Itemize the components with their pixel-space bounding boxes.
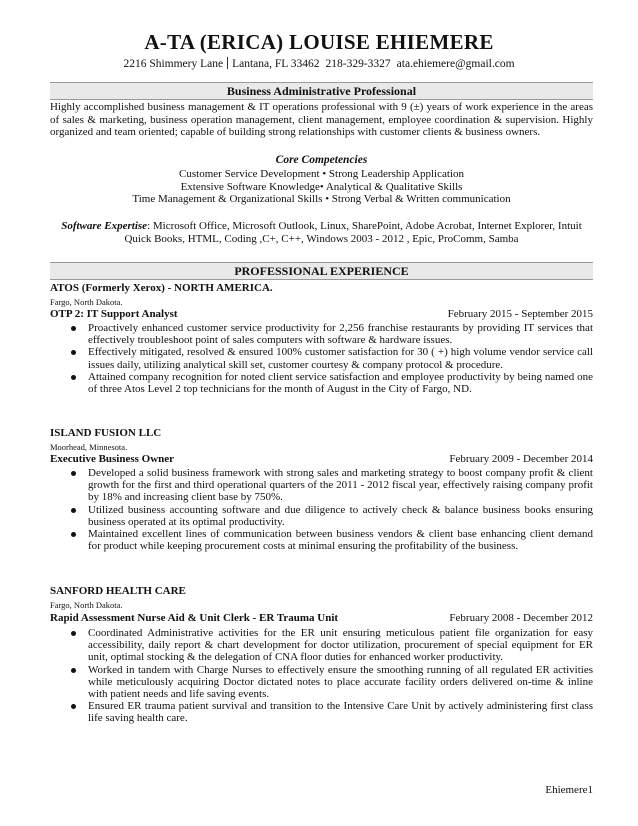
contact-line [0,57,638,70]
list-item: Developed a solid business framework with strong sales and marketing strategy to boost company profit & client growth for the first and third operational quarters of the 2011 - 2012 fiscal year, effectively raising company profit by 18% and increasing client base by 750%. [50,467,593,504]
list-item: Proactively enhanced customer service productivity for 2,256 franchise restaurants by providing IT services that effectively troubleshoot point of sales computers with software & hardware issues. [50,322,593,346]
job-dates: February 2008 - December 2012 [449,612,593,624]
section-heading-profile: Business Administrative Professional [50,82,593,100]
job-company: ISLAND FUSION LLC [50,427,162,439]
bullet-icon [71,704,76,709]
software-expertise-label: Software Expertise [61,220,148,232]
software-expertise-text: : Microsoft Office, Microsoft Outlook, Linux, SharePoint, Adobe Acrobat, Internet Explorer, Intuit Quick Books, HTML, Coding ,C+, C++, Windows 2003 - 2012 , Epic, ProComm, Samba [124,220,582,245]
job-bullet-list [50,627,593,725]
summary-paragraph: Highly accomplished business management & IT operations professional with 9 (±) years of work experience in the areas of sales & marketing, business operation management, client management, employee coordination & supervision. Highly organized and team oriented; capable of building strong relationships with customer clients & business owners. [50,101,593,138]
list-item: Worked in tandem with Charge Nurses to effectively ensure the smoothing running of all regulated ER activities while meticulously acquiring Doctor dictated notes to place accurate facility orders delivered on-time & inline with patient needs and life saving events. [50,664,593,701]
email-link[interactable]: ata.ehiemere@gmail.com [396,58,515,70]
job-company: ATOS (Formerly Xerox) - NORTH AMERICA. [50,282,273,294]
bullet-icon [71,350,76,355]
job-title: OTP 2: IT Support Analyst [50,308,178,320]
candidate-name: A-TA (ERICA) LOUISE EHIEMERE [144,30,494,54]
phone-number: 218-329-3327 [325,58,391,70]
job-bullet-list [50,467,593,552]
bullet-icon [71,668,76,673]
core-competencies-title: Core Competencies [275,154,368,166]
list-item: Ensured ER trauma patient survival and transition to the Intensive Care Unit by actively administering first class life saving health care. [50,700,593,724]
job-role-row [50,453,593,466]
job-location: Fargo, North Dakota. [50,297,123,307]
address-street: 2216 Shimmery Lane [123,58,224,70]
contact-divider [227,57,228,69]
list-item: Coordinated Administrative activities for the ER unit ensuring meticulous patient file organization for easy accessibility, daily report & chart development for doctor utilization, procurement of special equipment for ER unit, optimal stocking & the delegation of CNA floor duties for enhanced worker productivity. [50,627,593,664]
section-heading-experience: PROFESSIONAL EXPERIENCE [50,262,593,280]
job-title: Executive Business Owner [50,453,175,465]
bullet-icon [71,631,76,636]
list-item: Attained company recognition for noted client service satisfaction and employee productivity by being named one of three Atos Level 2 top technicians for the month of August in the City of Fargo, ND. [50,371,593,395]
page-footer-label: Ehiemere1 [545,784,593,796]
software-expertise [50,220,593,245]
core-competencies-list [50,168,593,206]
bullet-icon [71,471,76,476]
job-dates: February 2009 - December 2014 [449,453,593,465]
address-city: Lantana, FL 33462 [232,58,320,70]
job-location: Moorhead, Minnesota. [50,442,128,452]
job-bullet-list [50,322,593,395]
bullet-icon [71,508,76,513]
list-item: Utilized business accounting software and due diligence to actively check & balance business books ensuring business operated at its optimal productivity. [50,504,593,528]
job-company: SANFORD HEALTH CARE [50,585,186,597]
list-item: Effectively mitigated, resolved & ensured 100% customer satisfaction for 30 ( +) high volume vendor service call issues daily, utilizing analytical skill set, customer courtesy & company protocol & procedure. [50,346,593,370]
bullet-icon [71,532,76,537]
job-location: Fargo, North Dakota. [50,600,123,610]
job-role-row [50,308,593,321]
job-title: Rapid Assessment Nurse Aid & Unit Clerk - ER Trauma Unit [50,612,339,624]
job-role-row [50,612,593,625]
competency-line: Extensive Software Knowledge• Analytical & Qualitative Skills [180,180,463,193]
bullet-icon [71,326,76,331]
list-item: Maintained excellent lines of communication between business vendors & client base enhancing client demand for product while keeping procurement costs at minimal ensuring the profitability of the business. [50,528,593,552]
job-dates: February 2015 - September 2015 [447,308,593,320]
competency-line: Customer Service Development • Strong Leadership Application [179,168,464,180]
competency-line: Time Management & Organizational Skills • Strong Verbal & Written communication [132,193,511,205]
bullet-icon [71,375,76,380]
